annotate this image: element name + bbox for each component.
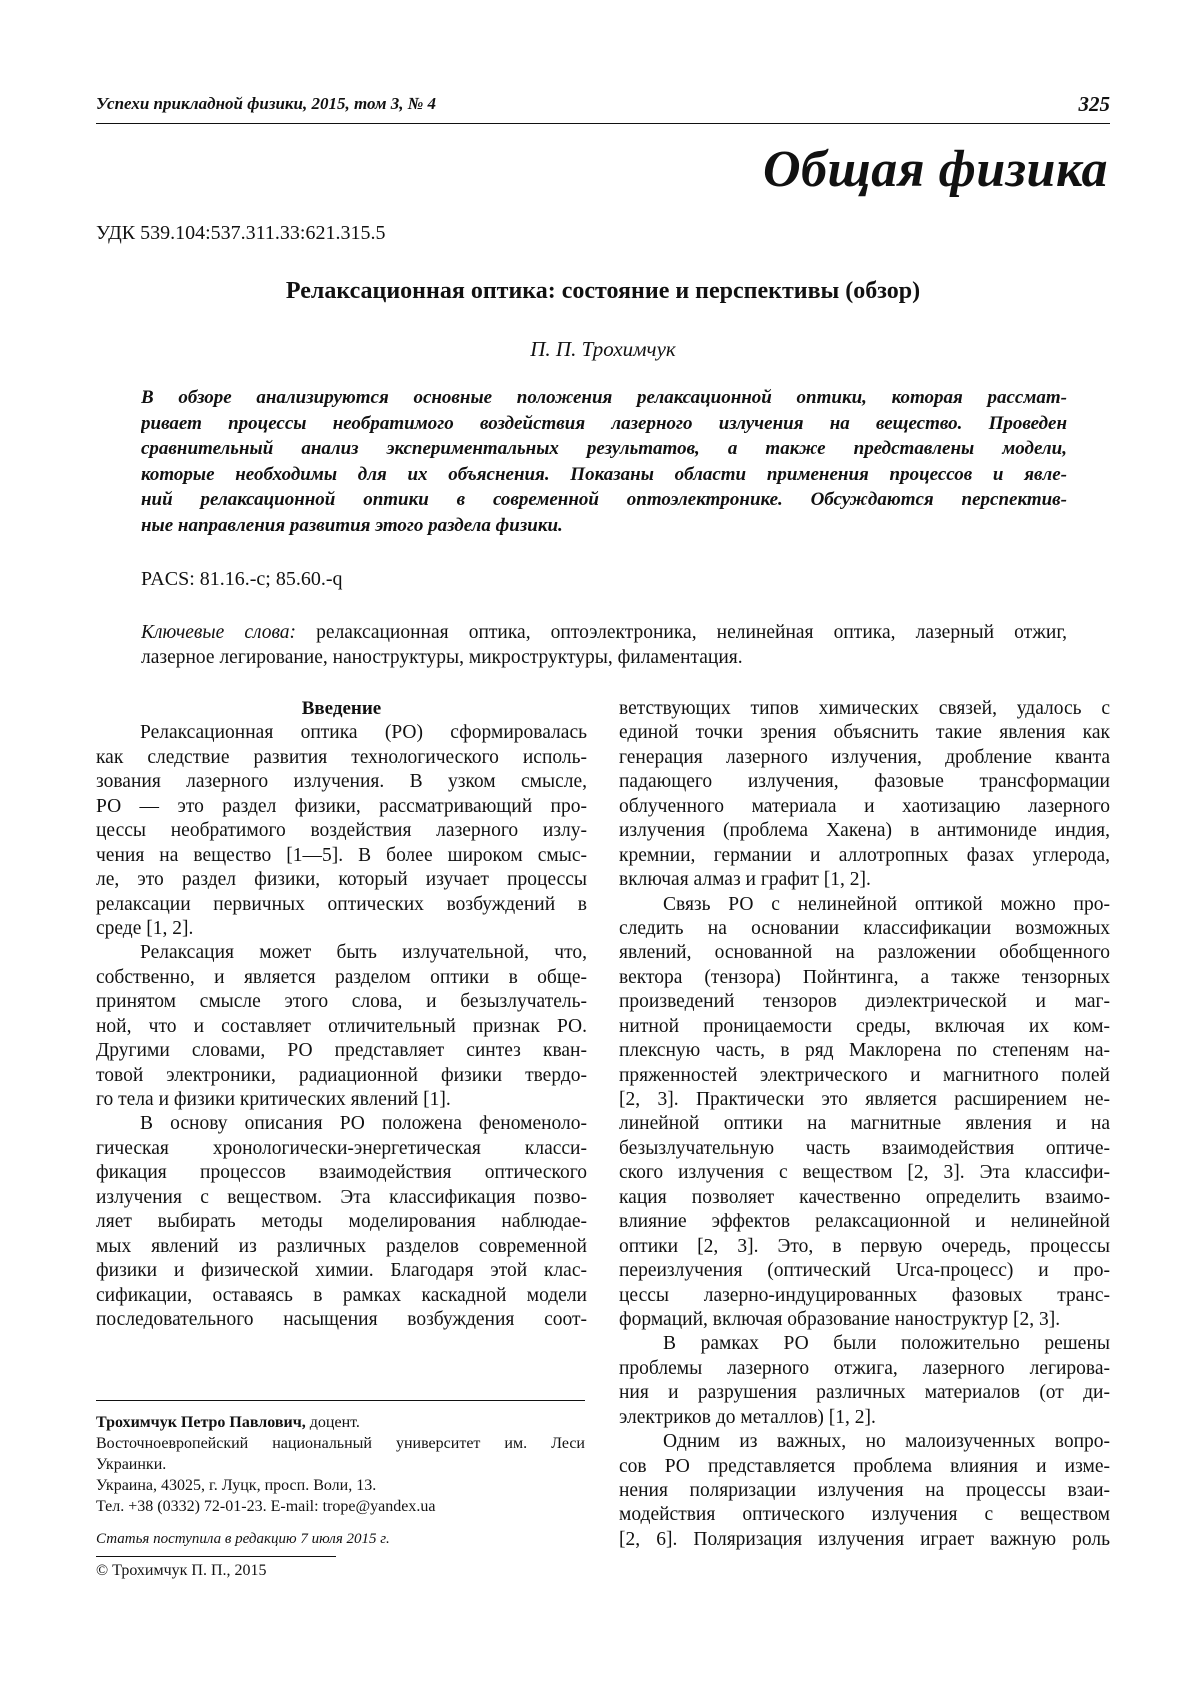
abstract-line: ные направления развития этого раздела физики. — [141, 514, 563, 536]
text-line: мых явлений из различных разделов современной — [96, 1235, 587, 1257]
text-line: Релаксация может быть излучательной, что, — [140, 942, 587, 964]
text-line: [2, 3]. Практически это является расширением не- — [619, 1089, 1110, 1110]
footnote-contact: Тел. +38 (0332) 72-01-23. E-mail: trope@yandex.ua — [96, 1498, 436, 1515]
abstract-line: которые необходимы для их объяснения. Показаны области применения процессов и явле- — [141, 463, 1067, 485]
text-line: нения поляризации излучения на процессы взаи- — [619, 1480, 1110, 1501]
text-line: собственно, и является разделом оптики в обще- — [96, 966, 587, 988]
text-line: как следствие развития технологического исполь- — [96, 746, 587, 768]
text-line: проблемы лазерного отжига, лазерного легирова- — [619, 1357, 1110, 1379]
author-footnote — [96, 1412, 585, 1517]
text-line: падающего излучения, фазовые трансформации — [619, 771, 1110, 793]
left-column — [96, 697, 587, 1332]
text-line: го тела и физики критических явлений [1]. — [96, 1089, 451, 1110]
text-line: генерация лазерного излучения, дробление кванта — [619, 746, 1110, 768]
text-line: В рамках РО были положительно решены — [663, 1333, 1110, 1355]
text-line: линейной оптики на магнитные явления и на — [619, 1113, 1110, 1135]
footnote-address: Украина, 43025, г. Луцк, просп. Воли, 13. — [96, 1477, 377, 1494]
keywords-line: лазерное легирование, наноструктуры, микроструктуры, филаментация. — [141, 647, 743, 668]
pacs-codes: PACS: 81.16.-c; 85.60.-q — [141, 568, 343, 590]
footnote-rule — [96, 1400, 585, 1401]
text-line: гическая хронологически-энергетическая класси- — [96, 1137, 587, 1159]
text-line: физики и физической химии. Благодаря этой клас- — [96, 1260, 587, 1282]
text-line: фикация процессов взаимодействия оптического — [96, 1162, 587, 1184]
footnote-affiliation: Восточноевропейский национальный университет им. Леси — [96, 1435, 585, 1452]
journal-reference: Успехи прикладной физики, 2015, том 3, № 4 — [96, 94, 437, 113]
text-line: плексную часть, в ряд Маклорена по степеням на- — [619, 1040, 1110, 1062]
text-line: следить на основании классификации возможных — [619, 917, 1110, 939]
text-line: релаксации первичных оптических возбуждений в — [96, 893, 587, 915]
abstract-line: ний релаксационной оптики в современной оптоэлектронике. Обсуждаются перспектив- — [141, 489, 1067, 510]
received-date: Статья поступила в редакцию 7 июля 2015 г. — [96, 1531, 390, 1547]
article-author: П. П. Трохимчук — [530, 337, 676, 361]
text-line: зования лазерного излучения. В узком смысле, — [96, 771, 587, 793]
text-line: ляет выбирать методы моделирования наблюдае- — [96, 1211, 587, 1233]
text-line: облученного материала и хаотизацию лазерного — [619, 795, 1110, 817]
text-line: [2, 6]. Поляризация излучения играет важную роль — [619, 1528, 1110, 1550]
text-line: РО — это раздел физики, рассматривающий про- — [96, 795, 587, 817]
text-line: Связь РО с нелинейной оптикой можно про- — [663, 893, 1110, 915]
text-line: ния и разрушения различных материалов (от ди- — [619, 1382, 1110, 1404]
text-line: оптики [2, 3]. Это, в первую очередь, процессы — [619, 1235, 1110, 1257]
text-line: цессы лазерно-индуцированных фазовых транс- — [619, 1284, 1110, 1306]
text-line: ной, что и составляет отличительный признак РО. — [96, 1015, 587, 1037]
text-line: среде [1, 2]. — [96, 917, 194, 939]
text-line: излучения с веществом. Эта классификация позво- — [96, 1186, 587, 1208]
footnote-author-name: Трохимчук Петро Павлович, — [96, 1414, 306, 1431]
text-line: явлений, основанной на разложении обобщенного — [619, 942, 1110, 964]
text-line: Релаксационная оптика (РО) сформировалась — [140, 722, 587, 744]
keywords-label: Ключевые слова: — [141, 622, 297, 643]
footnote-author-line — [96, 1412, 585, 1433]
text-line: Другими словами, РО представляет синтез кван- — [96, 1040, 587, 1062]
text-line: ле, это раздел физики, который изучает процессы — [96, 869, 587, 891]
header-rule — [96, 123, 1110, 124]
page-number: 325 — [1078, 92, 1110, 116]
text-line: сов РО представляется проблема влияния и изме- — [619, 1455, 1110, 1477]
running-header — [96, 92, 1110, 122]
text-line: вектора (тензора) Пойнтинга, а также тензорных — [619, 966, 1110, 988]
text-line: кремнии, германии и аллотропных фазах углерода, — [619, 844, 1110, 866]
text-line: влияние эффектов релаксационной и нелинейной — [619, 1211, 1110, 1233]
article-title: Релаксационная оптика: состояние и перспективы (обзор) — [285, 278, 921, 304]
text-line: нитной проницаемости среды, включая их ком- — [619, 1015, 1110, 1037]
text-line: единой точки зрения объяснить такие явления как — [619, 722, 1110, 744]
text-line: чения на вещество [1—5]. В более широком смыс- — [96, 844, 587, 866]
text-line: ветствующих типов химических связей, удалось с — [619, 698, 1110, 719]
text-line: принятом смысле этого слова, и безызлучатель- — [96, 991, 587, 1013]
section-title: Общая физика — [762, 141, 1108, 198]
text-line: сификации, оставаясь в рамках каскадной модели — [96, 1284, 587, 1306]
keywords — [141, 620, 1067, 670]
text-line: модействия оптического излучения с веществом — [619, 1504, 1110, 1526]
keywords-text: релаксационная оптика, оптоэлектроника, нелинейная оптика, лазерный отжиг, — [296, 622, 1067, 643]
text-line: произведений тензоров диэлектрической и маг- — [619, 991, 1110, 1013]
text-line: кация позволяет качественно определить взаимо- — [619, 1186, 1110, 1208]
text-line: переизлучения (оптический Urca-процесс) и про- — [619, 1260, 1110, 1282]
copyright: © Трохимчук П. П., 2015 — [96, 1562, 267, 1579]
text-line: цессы необратимого воздействия лазерного излу- — [96, 820, 587, 842]
abstract-line: сравнительный анализ экспериментальных результатов, а также представлены модели, — [141, 438, 1067, 459]
abstract-line: ривает процессы необратимого воздействия лазерного излучения на вещество. Проведен — [141, 412, 1067, 434]
text-line: В основу описания РО положена феноменоло- — [140, 1113, 587, 1135]
abstract — [141, 385, 1067, 538]
copyright-rule — [96, 1556, 336, 1557]
footnote-affiliation: Украинки. — [96, 1456, 167, 1473]
text-line: пряженностей электрического и магнитного полей — [619, 1064, 1110, 1086]
right-column — [619, 697, 1110, 1552]
abstract-line: В обзоре анализируются основные положения релаксационной оптики, которая рассмат- — [141, 387, 1067, 408]
text-line: товой электроники, радиационной физики твердо- — [96, 1064, 587, 1086]
footnote-author-position: доцент. — [305, 1414, 360, 1431]
text-line: формаций, включая образование наноструктур [2, 3]. — [619, 1308, 1061, 1330]
section-heading-introduction: Введение — [301, 698, 382, 719]
text-line: ского излучения с веществом [2, 3]. Эта классифи- — [619, 1162, 1110, 1184]
text-line: электриков до металлов) [1, 2]. — [619, 1406, 876, 1428]
text-line: излучения (проблема Хакена) в антимониде индия, — [619, 820, 1110, 842]
keywords-line — [141, 620, 1067, 645]
text-line: безызлучательную часть взаимодействия оптиче- — [619, 1137, 1110, 1159]
text-line: Одним из важных, но малоизученных вопро- — [663, 1431, 1110, 1453]
udk-code: УДК 539.104:537.311.33:621.315.5 — [96, 222, 386, 244]
text-line: включая алмаз и графит [1, 2]. — [619, 869, 871, 891]
text-line: последовательного насыщения возбуждения соот- — [96, 1308, 587, 1330]
